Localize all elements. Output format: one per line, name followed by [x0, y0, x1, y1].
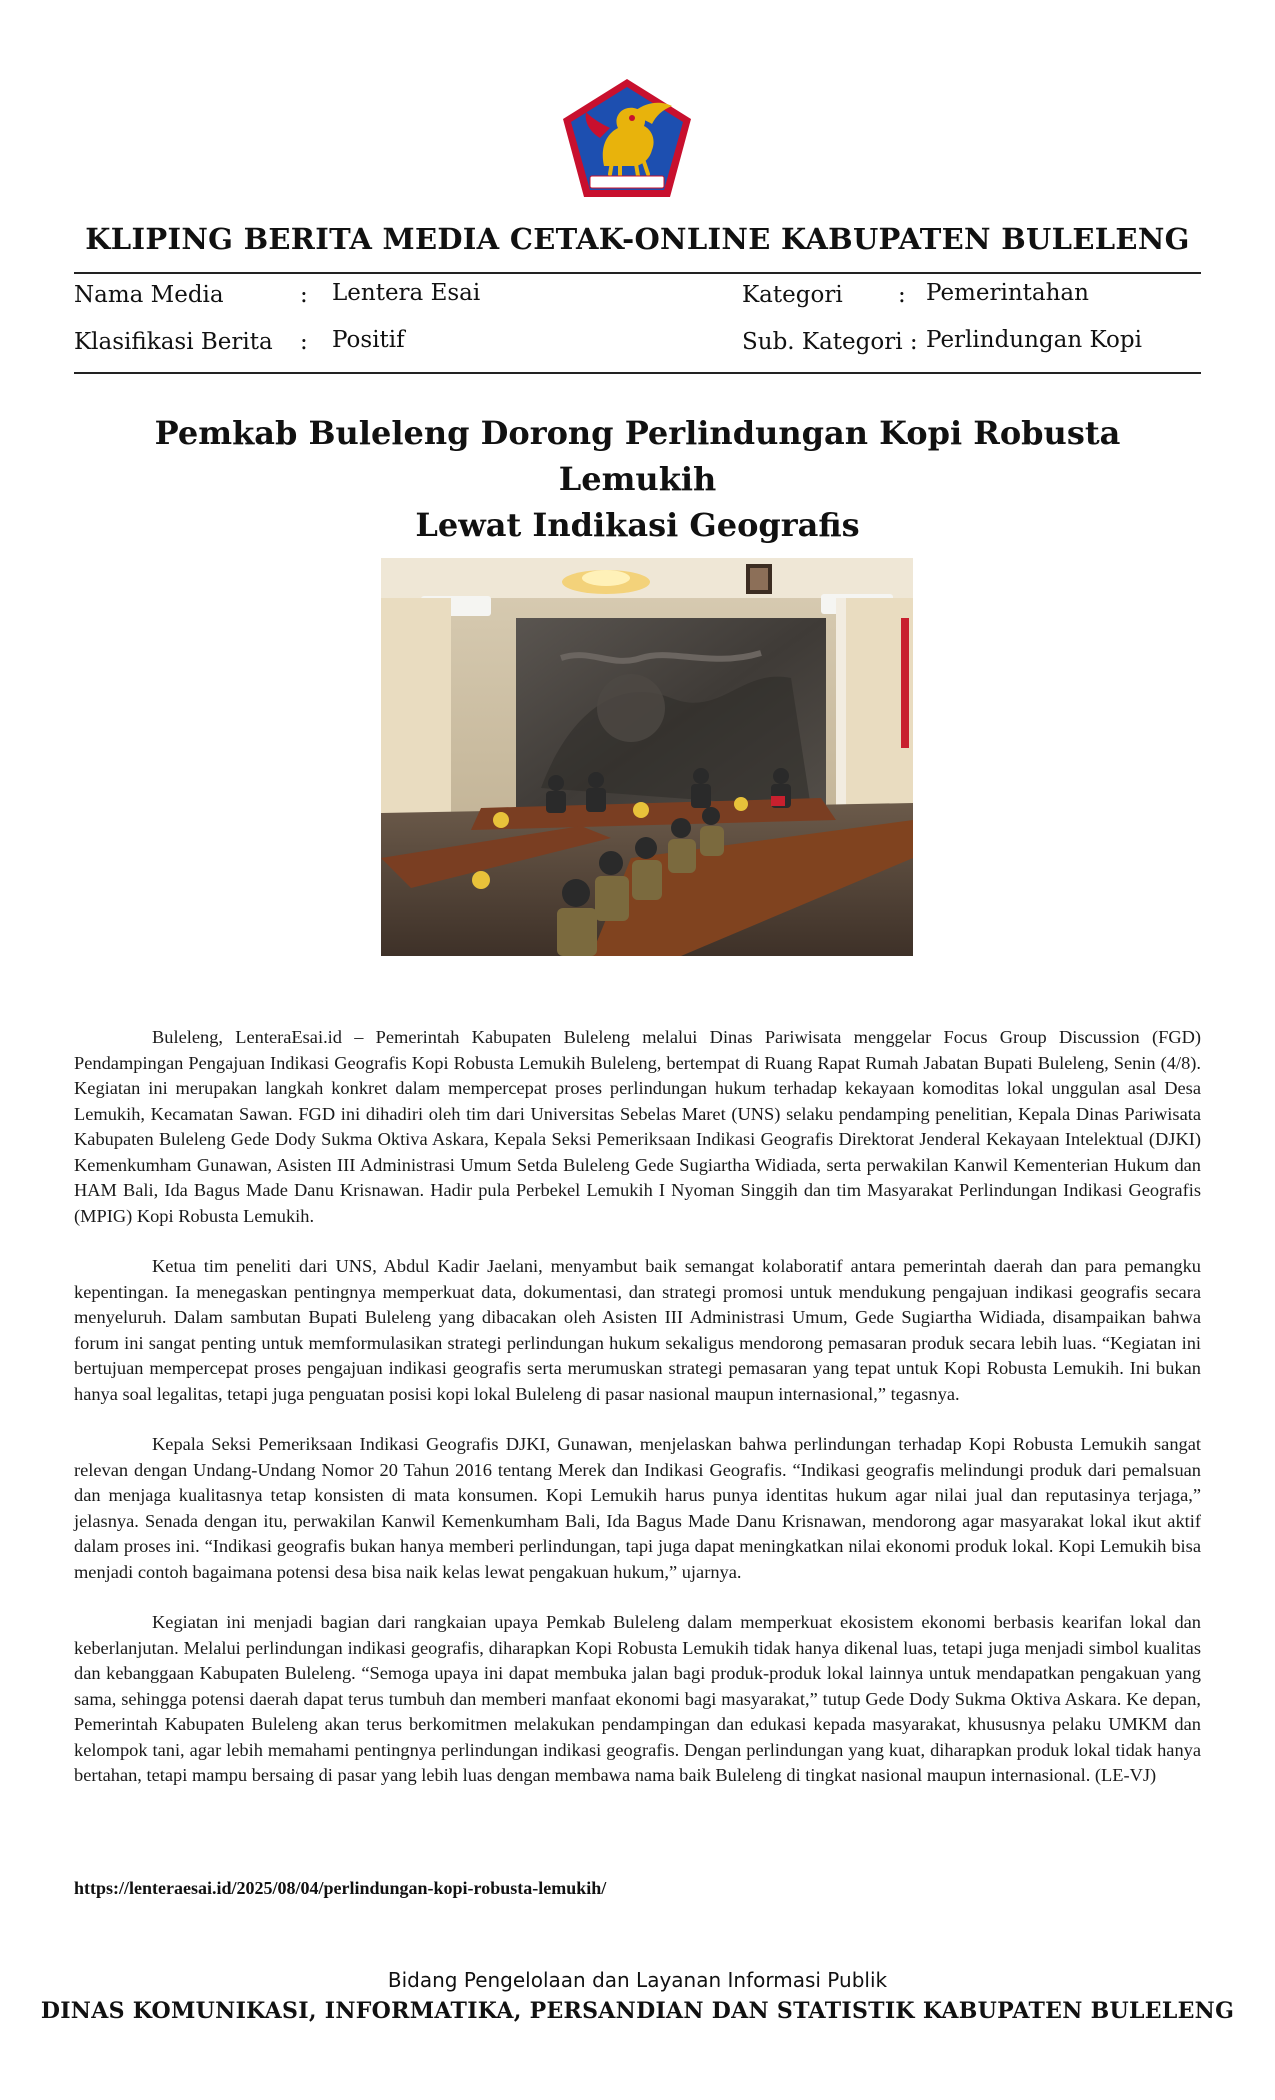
media-name-colon: :: [300, 282, 308, 308]
media-name-label: Nama Media: [74, 282, 224, 308]
category-colon: :: [898, 282, 906, 308]
article-paragraph: Kegiatan ini menjadi bagian dari rangkaian upaya Pemkab Buleleng dalam memperkuat ekosistem ekonomi berbasis kearifan lokal dan keberlanjutan. Melalui perlindungan indikasi geografis, diharapkan Kopi Robusta Lemukih tidak hanya dikenal luas, tetapi juga menjadi simbol kualitas dan kebanggaan Kabupaten Buleleng. “Semoga upaya ini dapat membuka jalan bagi produk-produk lokal lainnya untuk mendapatkan pengakuan yang sama, sehingga potensi daerah dapat terus tumbuh dan memberi manfaat ekonomi bagi masyarakat,” tutup Gede Dody Sukma Oktiva Askara. Ke depan, Pemerintah Kabupaten Buleleng akan terus berkomitmen melakukan pendampingan dan edukasi kepada masyarakat, khususnya pelaku UMKM dan kelompok tani, agar lebih memahami pentingnya perlindungan indikasi geografis. Dengan perlindungan yang kuat, diharapkan produk lokal tidak hanya bertahan, tetapi mampu bersaing di pasar yang lebih luas dengan membawa nama baik Buleleng di tingkat nasional maupun internasional. (LE-VJ): [74, 1612, 1201, 1785]
footer-division: Bidang Pengelolaan dan Layanan Informasi Publik: [387, 1968, 888, 1992]
clipping-header-title: KLIPING BERITA MEDIA CETAK-ONLINE KABUPATEN BULELENG: [85, 222, 1190, 256]
article-title-line-1: Pemkab Buleleng Dorong Perlindungan Kopi Robusta Lemukih: [154, 414, 1121, 498]
article-title-line-2: Lewat Indikasi Geografis: [415, 506, 860, 544]
header-divider-bottom: [74, 372, 1201, 374]
source-url-link[interactable]: https://lenteraesai.id/2025/08/04/perlindungan-kopi-robusta-lemukih/: [74, 1878, 607, 1898]
subcategory-label: Sub. Kategori :: [742, 329, 918, 355]
article-body: [74, 1025, 1201, 1814]
meeting-photo: [381, 558, 913, 956]
header-divider-top: [74, 272, 1201, 274]
article-title: [120, 410, 1155, 548]
classification-label: Klasifikasi Berita: [74, 329, 273, 355]
category-label: Kategori: [742, 282, 843, 308]
media-name-value: Lentera Esai: [332, 280, 481, 306]
footer-agency: DINAS KOMUNIKASI, INFORMATIKA, PERSANDIAN DAN STATISTIK KABUPATEN BULELENG: [40, 1998, 1235, 2024]
subcategory-value: Perlindungan Kopi: [926, 327, 1142, 353]
classification-value: Positif: [332, 327, 405, 353]
classification-colon: :: [300, 329, 308, 355]
article-paragraph: Buleleng, LenteraEsai.id – Pemerintah Kabupaten Buleleng melalui Dinas Pariwisata menggelar Focus Group Discussion (FGD) Pendampingan Pengajuan Indikasi Geografis Kopi Robusta Lemukih Buleleng, bertempat di Ruang Rapat Rumah Jabatan Bupati Buleleng, Senin (4/8). Kegiatan ini merupakan langkah konkret dalam mempercepat proses perlindungan hukum terhadap kekayaan komoditas lokal unggulan asal Desa Lemukih, Kecamatan Sawan. FGD ini dihadiri oleh tim dari Universitas Sebelas Maret (UNS) selaku pendamping penelitian, Kepala Dinas Pariwisata Kabupaten Buleleng Gede Dody Sukma Oktiva Askara, Kepala Seksi Pemeriksaan Indikasi Geografis Direktorat Jenderal Kekayaan Intelektual (DJKI) Kemenkumham Gunawan, Asisten III Administrasi Umum Setda Buleleng Gede Sugiartha Widiada, serta perwakilan Kanwil Kementerian Hukum dan HAM Bali, Ida Bagus Made Danu Krisnawan. Hadir pula Perbekel Lemukih I Nyoman Singgih dan tim Masyarakat Perlindungan Indikasi Geografis (MPIG) Kopi Robusta Lemukih.: [74, 1027, 1201, 1226]
article-paragraph: Kepala Seksi Pemeriksaan Indikasi Geografis DJKI, Gunawan, menjelaskan bahwa perlindungan terhadap Kopi Robusta Lemukih sangat relevan dengan Undang-Undang Nomor 20 Tahun 2016 tentang Merek dan Indikasi Geografis. “Indikasi geografis melindungi produk dari pemalsuan dan menjaga kualitasnya tetap konsisten di mata konsumen. Kopi Lemukih harus punya identitas hukum agar nilai jual dan reputasinya terjaga,” jelasnya. Senada dengan itu, perwakilan Kanwil Kemenkumham Bali, Ida Bagus Made Danu Krisnawan, mendorong agar masyarakat lokal ikut aktif dalam proses ini. “Indikasi geografis bukan hanya memberi perlindungan, tapi juga dapat meningkatkan nilai ekonomi produk lokal. Kopi Lemukih bisa menjadi contoh bagaimana potensi desa bisa naik kelas lewat pengakuan hukum,” ujarnya.: [74, 1434, 1201, 1582]
buleleng-emblem-logo: [560, 76, 694, 200]
article-paragraph: Ketua tim peneliti dari UNS, Abdul Kadir Jaelani, menyambut baik semangat kolaboratif antara pemerintah daerah dan para pemangku kepentingan. Ia menegaskan pentingnya memperkuat data, dokumentasi, dan strategi promosi untuk mendukung pengajuan indikasi geografis secara menyeluruh. Dalam sambutan Bupati Buleleng yang dibacakan oleh Asisten III Administrasi Umum, Gede Sugiartha Widiada, disampaikan bahwa forum ini sangat penting untuk memformulasikan strategi perlindungan hukum sekaligus mendorong pemasaran produk secara lebih luas. “Kegiatan ini bertujuan mempercepat proses pengajuan indikasi geografis serta merumuskan strategi pemasaran yang tepat untuk Kopi Robusta Lemukih. Ini bukan hanya soal legalitas, tetapi juga penguatan posisi kopi lokal Buleleng di pasar nasional maupun internasional,” tegasnya.: [74, 1256, 1201, 1404]
category-value: Pemerintahan: [926, 280, 1089, 306]
